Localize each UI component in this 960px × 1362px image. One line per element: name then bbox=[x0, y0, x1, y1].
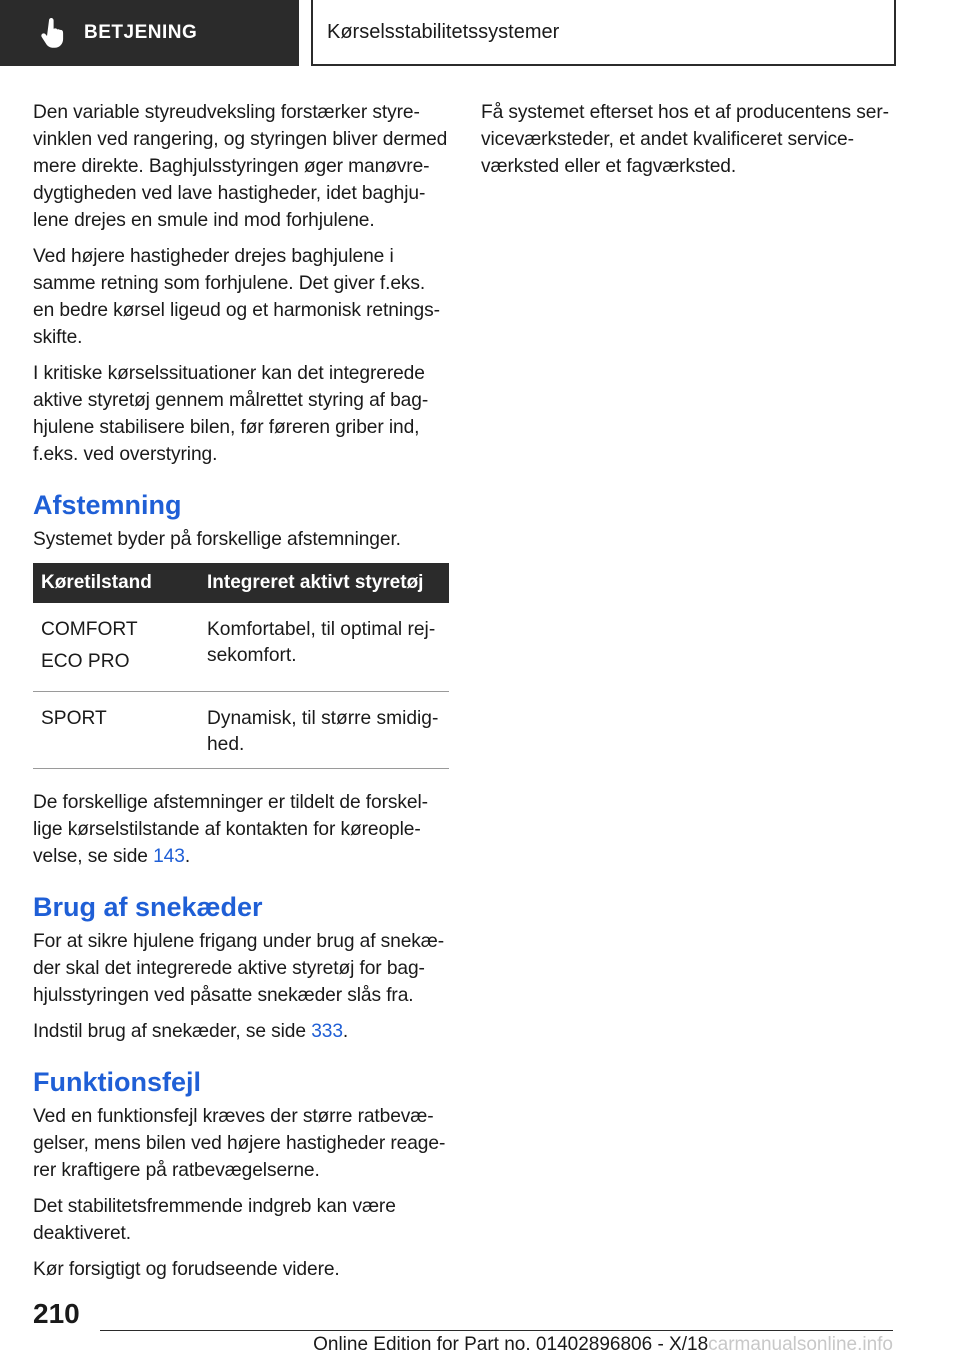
table-cell-description: Dynamisk, til større smidighed. bbox=[199, 692, 449, 769]
heading-funktionsfejl: Funktionsfejl bbox=[33, 1067, 201, 1097]
heading-afstemning: Afstemning bbox=[33, 490, 182, 520]
reference-end: . bbox=[342, 1021, 349, 1042]
afstemning-reference bbox=[33, 789, 449, 870]
table-header-mode: Køretilstand bbox=[33, 563, 199, 603]
intro-paragraph-2: Ved højere hastigheder drejes baghjulene i samme retning som forhjulene. Det giver f.eks. en bedre kørsel ligeud og et harmonisk retningsskifte. bbox=[33, 246, 440, 348]
chapter-title: Kørselsstabilitetssystemer bbox=[327, 20, 560, 43]
table-row bbox=[33, 603, 449, 692]
pointing-hand-icon bbox=[40, 18, 66, 48]
intro-paragraph-1: Den variable styreudveksling forstærker styrevinklen ved rangering, og styringen bliver dermed mere direkte. Baghjulsstyringen øger manøvredygtigheden ved lave hastigheder, idet baghjulene drejes en smule ind mod forhjulene. bbox=[33, 102, 448, 231]
section-tab bbox=[0, 0, 299, 66]
funktionsfejl-paragraph-2: Det stabilitetsfremmende indgreb kan være deaktiveret. bbox=[33, 1196, 396, 1244]
table-row bbox=[33, 692, 449, 769]
funktionsfejl-paragraph-3: Kør forsigtigt og forudseende videre. bbox=[33, 1259, 340, 1280]
table-cell-description: Komfortabel, til optimal rejsekomfort. bbox=[199, 603, 449, 692]
page-header bbox=[0, 0, 960, 66]
table-header-steering: Integreret aktivt styretøj bbox=[199, 563, 449, 603]
footer-divider bbox=[100, 1330, 893, 1331]
heading-snekaeder: Brug af snekæder bbox=[33, 892, 263, 922]
edition-line bbox=[275, 1334, 893, 1356]
chapter-header bbox=[311, 0, 896, 66]
page-link-333[interactable]: 333 bbox=[311, 1021, 343, 1042]
table-cell-mode bbox=[33, 692, 199, 769]
modes-table bbox=[33, 563, 449, 769]
mode-name: SPORT bbox=[41, 708, 107, 729]
edition-text: Online Edition for Part no. 01402896806 - X/18 bbox=[313, 1334, 709, 1355]
intro-paragraph-3: I kritiske kørselssituationer kan det integrerede aktive styretøj gennem målrettet styring af baghjulene stabilisere bilen, før føreren griber ind, f.eks. ved overstyring. bbox=[33, 363, 429, 465]
right-column bbox=[481, 99, 901, 189]
page-number: 210 bbox=[33, 1298, 80, 1329]
snekaeder-reference bbox=[33, 1018, 449, 1045]
service-paragraph: Få systemet efterset hos et af producentens serviceværksteder, et andet kvalificeret serviceværksted eller et fagværksted. bbox=[481, 102, 890, 177]
page-link-143[interactable]: 143 bbox=[153, 846, 185, 867]
reference-text: De forskellige afstemninger er tildelt de forskellige kørselstilstande af kontakten for køreoplevelse, se side bbox=[33, 792, 429, 867]
table-cell-mode bbox=[33, 603, 199, 692]
reference-text: Indstil brug af snekæder, se side bbox=[33, 1021, 312, 1042]
afstemning-text: Systemet byder på forskellige afstemninger. bbox=[33, 529, 401, 550]
reference-end: . bbox=[184, 846, 191, 867]
section-label: BETJENING bbox=[84, 22, 198, 43]
snekaeder-paragraph-1: For at sikre hjulene frigang under brug af snekæder skal det integrerede aktive styretøj for baghjulsstyringen ved påsatte snekæder slås fra. bbox=[33, 931, 445, 1006]
funktionsfejl-paragraph-1: Ved en funktionsfejl kræves der større ratbevægelser, mens bilen ved højere hastigheder reagerer kraftigere på ratbevægelserne. bbox=[33, 1106, 446, 1181]
left-column bbox=[33, 99, 449, 1292]
mode-name: COMFORT bbox=[41, 619, 138, 640]
table-header-row bbox=[33, 563, 449, 603]
watermark-text: carmanualsonline.info bbox=[708, 1334, 893, 1355]
mode-name: ECO PRO bbox=[41, 651, 130, 672]
